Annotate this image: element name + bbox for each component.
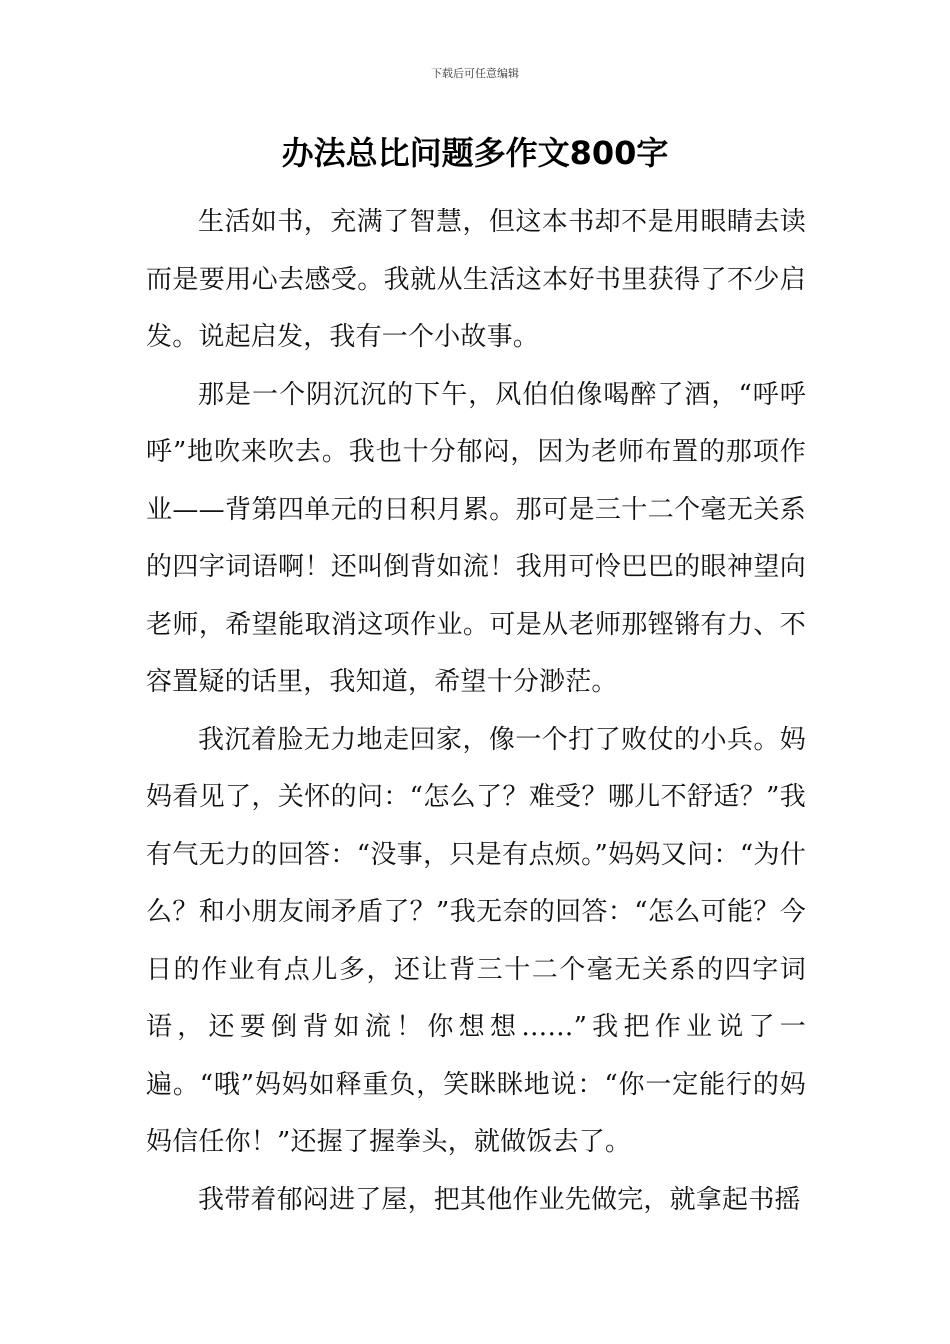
paragraph-3: 我沉着脸无力地走回家，像一个打了败仗的小兵。妈妈看见了，关怀的问：“怎么了？难受？哪儿不舒适？”我有气无力的回答：“没事，只是有点烦。”妈妈又问：“为什么？和小朋友闹矛盾了？”我无奈的回答：“怎么可能？今日的作业有点儿多，还让背三十二个毫无关系的四字词语，还要倒背如流！你想想……”我把作业说了一遍。“哦”妈妈如释重负，笑眯眯地说：“你一定能行的妈妈信任你！”还握了握拳头，就做饭去了。 [146, 724, 806, 1157]
paragraph-4: 我带着郁闷进了屋，把其他作业先做完，就拿起书摇 [198, 1184, 801, 1215]
document-title: 办法总比问题多作文800字 [281, 134, 669, 172]
document-body [146, 194, 806, 1229]
paragraph-2: 那是一个阴沉沉的下午，风伯伯像喝醉了酒，“呼呼呼”地吹来吹去。我也十分郁闷，因为老师布置的那项作业——背第四单元的日积月累。那可是三十二个毫无关系的四字词语啊！还叫倒背如流！我用可怜巴巴的眼神望向老师，希望能取消这项作业。可是从老师那铿锵有力、不容置疑的话里，我知道，希望十分渺茫。 [146, 379, 806, 697]
header-note: 下载后可任意编辑 [431, 67, 519, 80]
paragraph-1: 生活如书，充满了智慧，但这本书却不是用眼睛去读而是要用心去感受。我就从生活这本好书里获得了不少启发。说起启发，我有一个小故事。 [146, 207, 806, 352]
